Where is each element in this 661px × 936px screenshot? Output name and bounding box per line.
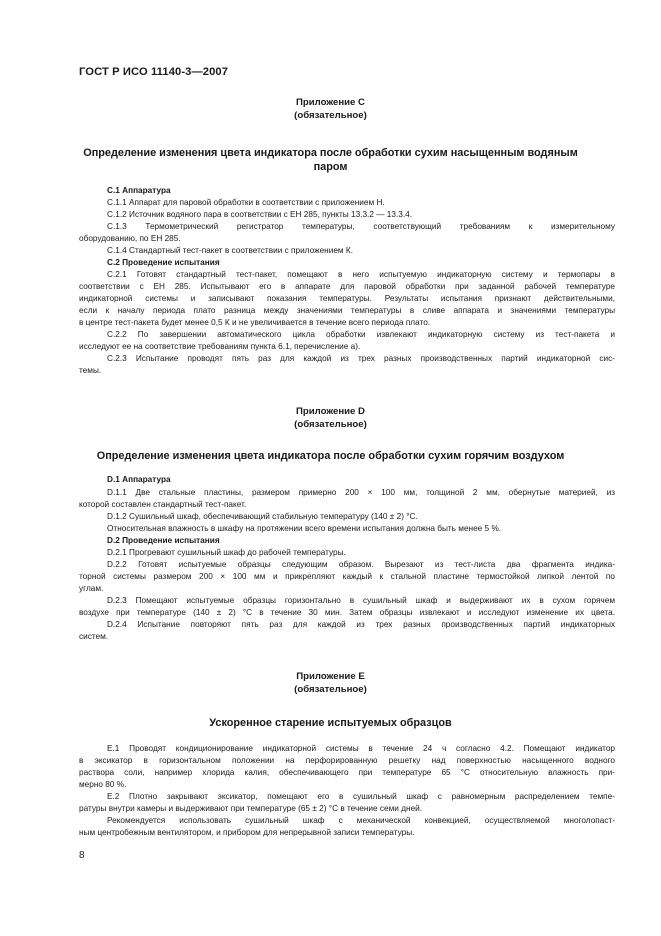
- paragraph-line: если к началу периода плато разница между значениями температуры в сливе аппарата и значениями температуры: [79, 306, 615, 315]
- paragraph-line: С.1.2 Источник водяного пара в соответствии с ЕН 285, пункты 13.3.2 — 13.3.4.: [107, 210, 413, 219]
- appendix-d-label: Приложение D: [296, 406, 365, 417]
- paragraph-line: D.2.4 Испытание повторяют пять раз для каждой из трех разных производственных партий индикаторных: [107, 620, 615, 629]
- paragraph-line: D.2.1 Прогревают сушильный шкаф до рабочей температуры.: [107, 548, 346, 557]
- paragraph-line: С.1.4 Стандартный тест-пакет в соответствии с приложением К.: [107, 246, 353, 255]
- paragraph-line: индикаторной системы и записывают показания температуры. Результаты испытания признают действительными,: [79, 294, 615, 303]
- paragraph-line: С.1.3 Термометрический регистратор температуры, соответствующий требованиям к измерительному: [107, 222, 615, 231]
- appendix-c-title-line-1: Определение изменения цвета индикатора после обработки сухим насыщенным водяным: [83, 147, 578, 159]
- paragraph-line: систем.: [79, 632, 109, 641]
- section-c1-heading: С.1 Аппаратура: [107, 186, 171, 195]
- paragraph-line: мерно 80 %.: [79, 780, 127, 789]
- paragraph-line: ным центробежным вентилятором, и прибором для непрерывной записи температуры.: [79, 828, 415, 837]
- appendix-d-title: Определение изменения цвета индикатора после обработки сухим горячим воздухом: [96, 450, 565, 462]
- paragraph-line: Е.2 Плотно закрывают эксикатор, помещают его в сушильный шкаф с равномерным распределением темпе-: [107, 792, 615, 801]
- page-number: 8: [79, 850, 85, 861]
- paragraph-line: в центре тест-пакета будет менее 0,5 К и не увеличивается в течение всего периода плато.: [79, 318, 431, 327]
- paragraph-line: D.1.2 Сушильный шкаф, обеспечивающий стабильную температуру (140 ± 2) °С.: [107, 512, 418, 521]
- paragraph-line: ратуры внутри камеры и выдерживают при температуре (65 ± 2) °С в течение семи дней.: [79, 804, 423, 813]
- paragraph-line: воздухе при температуре (140 ± 2) °С в течение 30 мин. Затем образцы извлекают и исследуют изменение их цвета.: [79, 608, 615, 617]
- paragraph-line: исследуют ее на соответствие требованиям пункта 6.1, перечисление а).: [79, 342, 361, 351]
- paragraph-line: D.2.2 Готовят испытуемые образцы следующим образом. Вырезают из тест-листа два фрагмента индика-: [107, 560, 615, 569]
- paragraph-line: Е.1 Проводят кондиционирование индикаторной системы в течение 24 ч согласно 4.2. Помещают индикатор: [107, 744, 615, 753]
- paragraph-line: С.2.1 Готовят стандартный тест-пакет, помещают в него испытуемую индикаторную систему и термопары в: [107, 270, 615, 279]
- appendix-e-label: Приложение Е: [296, 671, 365, 682]
- paragraph-line: в эксикатор в горизонтальном положении на перфорированную решетку над поверхностью насыщенного водного: [79, 756, 615, 765]
- paragraph-line: оборудованию, по ЕН 285.: [79, 234, 181, 243]
- paragraph-line: углам.: [79, 584, 104, 593]
- paragraph-line: торной системы размером 200 × 100 мм и прикрепляют каждый к стальной пластине термостойкой липкой лентой по: [79, 572, 615, 581]
- paragraph-line: D.1.1 Две стальные пластины, размером примерно 200 × 100 мм, толщиной 2 мм, обернутые материей, из: [107, 488, 615, 497]
- appendix-c-status: (обязательное): [294, 110, 367, 121]
- section-d2-heading: D.2 Проведение испытания: [107, 536, 220, 545]
- appendix-d-status: (обязательное): [294, 419, 367, 430]
- paragraph-line: которой составлен стандартный тест-пакет.: [79, 500, 247, 509]
- paragraph-line: С.1.1 Аппарат для паровой обработки в соответствии с приложением Н.: [107, 198, 385, 207]
- paragraph-line: D.2.3 Помещают испытуемые образцы горизонтально в сушильный шкаф и выдерживают их в сухом горячем: [107, 596, 615, 605]
- appendix-e-title: Ускоренное старение испытуемых образцов: [209, 717, 452, 729]
- paragraph-line: соответствии с ЕН 285. Испытывают его в аппарате для паровой обработки при заданной рабочей температуре: [79, 282, 615, 291]
- appendix-e-status: (обязательное): [294, 684, 367, 695]
- paragraph-line: раствора соли, например хлорида калия, обеспечивающего при температуре 65 °С относительную влажность при-: [79, 768, 615, 777]
- appendix-c-title-line-2: паром: [313, 161, 348, 173]
- section-c2-heading: С.2 Проведение испытания: [107, 258, 220, 267]
- paragraph-line: темы.: [79, 366, 102, 375]
- appendix-c-label: Приложение С: [296, 97, 365, 108]
- paragraph-line: С.2.3 Испытание проводят пять раз для каждой из трех разных производственных партий индикаторной сис-: [107, 354, 615, 363]
- paragraph-line: Рекомендуется использовать сушильный шкаф с механической конвекцией, осуществляемой многолопаст-: [107, 816, 615, 825]
- document-header: ГОСТ Р ИСО 11140-3—2007: [79, 66, 229, 78]
- paragraph-line: Относительная влажность в шкафу на протяжении всего времени испытания должна быть менее 5 %.: [107, 524, 502, 533]
- section-d1-heading: D.1 Аппаратура: [107, 475, 171, 484]
- paragraph-line: С.2.2 По завершении автоматического цикла обработки извлекают индикаторную систему из тест-пакета и: [107, 330, 615, 339]
